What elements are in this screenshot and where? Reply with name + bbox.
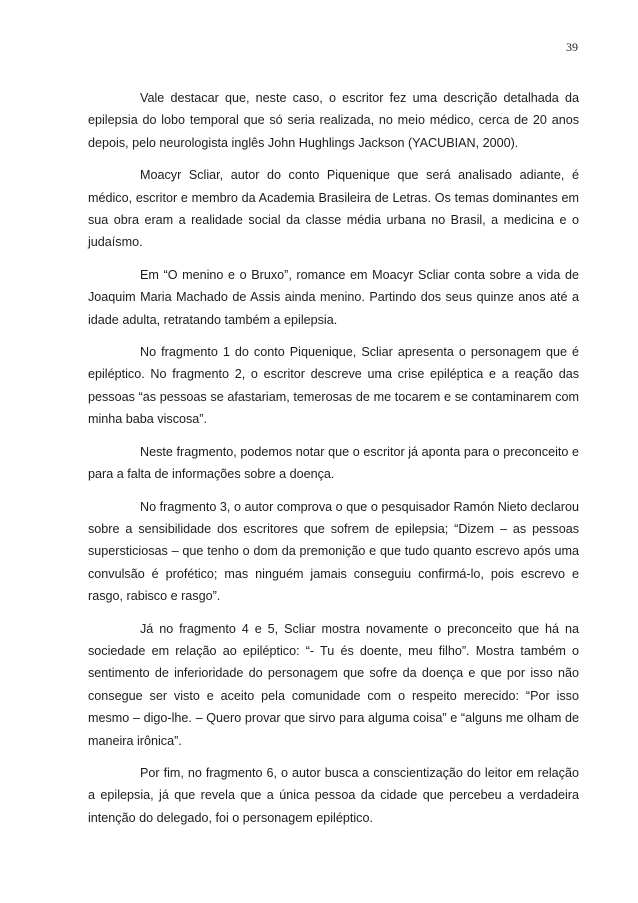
paragraph: Já no fragmento 4 e 5, Scliar mostra novamente o preconceito que há na sociedade em relação ao epiléptico: “- Tu és doente, meu filho”. Mostra também o sentimento de inferioridade do personagem que sofre da doença e que por isso não consegue ser visto e aceito pela comunidade com o respeito merecido: “Por isso mesmo – digo-lhe. – Quero provar que sirvo para alguma coisa” e “alguns me olham de maneira irônica”. [88,621,579,748]
body-text [88,87,579,839]
paragraph: No fragmento 3, o autor comprova o que o pesquisador Ramón Nieto declarou sobre a sensibilidade dos escritores que sofrem de epilepsia; “Dizem – as pessoas supersticiosas – que tenho o dom da premonição e que tudo quanto escrevo após uma convulsão é profético; mas ninguém jamais conseguiu confirmá-lo, pois escrevo e rasgo, rabisco e rasgo”. [88,499,579,604]
paragraph: Neste fragmento, podemos notar que o escritor já aponta para o preconceito e para a falta de informações sobre a doença. [88,444,579,482]
paragraph: Vale destacar que, neste caso, o escritor fez uma descrição detalhada da epilepsia do lobo temporal que só seria realizada, no meio médico, cerca de 20 anos depois, pelo neurologista inglês John Hughlings Jackson (YACUBIAN, 2000). [88,91,579,150]
paragraph: Moacyr Scliar, autor do conto Piquenique que será analisado adiante, é médico, escritor e membro da Academia Brasileira de Letras. Os temas dominantes em sua obra eram a realidade social da classe média urbana no Brasil, a medicina e o judaísmo. [88,168,579,250]
paragraph: No fragmento 1 do conto Piquenique, Scliar apresenta o personagem que é epiléptico. No fragmento 2, o escritor descreve uma crise epiléptica e a reação das pessoas “as pessoas se afastariam, temerosas de me tocarem e se contaminarem com minha baba viscosa”. [88,345,579,427]
paragraph: Por fim, no fragmento 6, o autor busca a conscientização do leitor em relação a epilepsia, já que revela que a única pessoa da cidade que percebeu a verdadeira intenção do delegado, foi o personagem epiléptico. [88,765,579,825]
paragraph: Em “O menino e o Bruxo”, romance em Moacyr Scliar conta sobre a vida de Joaquim Maria Machado de Assis ainda menino. Partindo dos seus quinze anos até a idade adulta, retratando também a epilepsia. [88,267,579,327]
page-number: 39 [566,40,578,54]
